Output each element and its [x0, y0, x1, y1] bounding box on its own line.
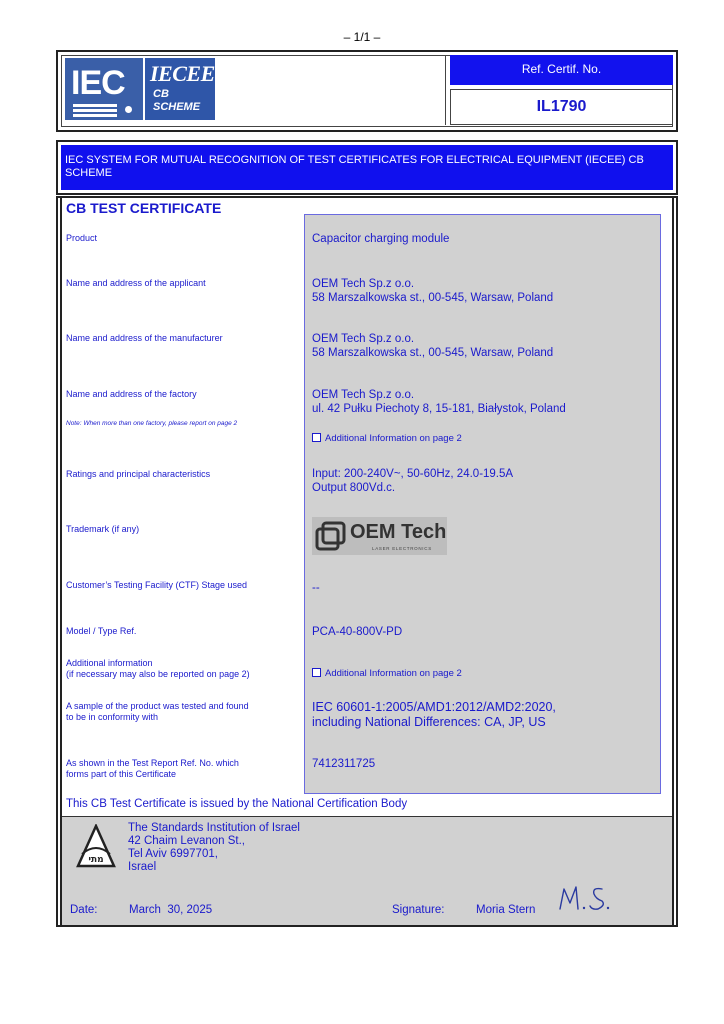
system-title: IEC SYSTEM FOR MUTUAL RECOGNITION OF TEST CERTIFICATES FOR ELECTRICAL EQUIPMENT (IECEE) CB SCHEME	[61, 145, 673, 190]
system-title-block	[56, 140, 678, 195]
model-value: PCA-40-800V-PD	[312, 626, 403, 638]
signature-label: Signature:	[392, 904, 445, 916]
body-right-rule	[672, 198, 674, 925]
checkbox-unchecked-icon	[312, 433, 321, 442]
additional-info-option	[312, 668, 652, 679]
iecee-logo	[145, 58, 215, 120]
report-label: As shown in the Test Report Ref. No. which	[66, 758, 239, 768]
conformity-sublabel: to be in conformity with	[66, 712, 159, 722]
iec-logo-bar	[73, 109, 117, 112]
iec-logo	[65, 58, 143, 120]
checkbox-unchecked-icon	[312, 668, 321, 677]
signature-name: Moria Stern	[476, 904, 536, 916]
iecee-logo-text: IECEE	[150, 61, 215, 86]
product-value: Capacitor charging module	[312, 233, 450, 245]
trademark-logo	[312, 517, 447, 555]
ref-label: Ref. Certif. No.	[450, 55, 673, 85]
reference-box	[450, 55, 673, 125]
factory-note: Note: When more than one factory, please report on page 2	[66, 420, 238, 427]
factory-name: OEM Tech Sp.z o.o.	[312, 389, 415, 401]
applicant-label: Name and address of the applicant	[66, 278, 206, 288]
date-label: Date:	[70, 904, 98, 916]
ncb-address	[128, 822, 300, 874]
manufacturer-name: OEM Tech Sp.z o.o.	[312, 333, 415, 345]
iec-logo-bar	[73, 104, 117, 107]
sii-logo-icon	[76, 824, 116, 868]
issued-by: This CB Test Certificate is issued by the National Certification Body	[66, 798, 408, 810]
factory-additional-info	[312, 433, 652, 444]
additional-info-label: Additional information	[66, 658, 153, 668]
conformity-standard: IEC 60601-1:2005/AMD1:2012/AMD2:2020,	[312, 700, 556, 714]
ctf-label: Customer’s Testing Facility (CTF) Stage used	[66, 580, 248, 590]
iec-logo-dot	[125, 106, 132, 113]
factory-label: Name and address of the factory	[66, 389, 197, 399]
sii-logo-text: מתי	[88, 855, 104, 865]
ctf-value: --	[312, 582, 320, 594]
conformity-differences: including National Differences: CA, JP, US	[312, 715, 546, 729]
manufacturer-label: Name and address of the manufacturer	[66, 333, 223, 343]
certificate-header	[56, 50, 678, 132]
ref-value: IL1790	[450, 89, 673, 125]
trademark-mark-icon	[315, 521, 347, 551]
logo-area	[61, 55, 446, 125]
date-value: March 30, 2025	[129, 904, 213, 916]
certificate-title: CB TEST CERTIFICATE	[66, 200, 222, 216]
model-label: Model / Type Ref.	[66, 626, 137, 636]
iec-logo-bar	[73, 114, 117, 117]
page-number: – 1/1 –	[343, 30, 381, 44]
factory-additional-info-label: Additional Information on page 2	[325, 433, 462, 444]
certificate-body	[56, 196, 678, 927]
ncb-city: Tel Aviv 6997701,	[128, 848, 218, 860]
report-sublabel: forms part of this Certificate	[66, 769, 177, 779]
ncb-panel	[62, 816, 672, 925]
ratings-output: Output 800Vd.c.	[312, 482, 396, 494]
ncb-street: 42 Chaim Levanon St.,	[128, 835, 245, 847]
ratings-input: Input: 200-240V~, 50-60Hz, 24.0-19.5A	[312, 468, 514, 480]
conformity-label: A sample of the product was tested and found	[66, 701, 249, 711]
handwritten-signature	[554, 879, 624, 915]
additional-info-option-label: Additional Information on page 2	[325, 668, 462, 679]
trademark-name: OEM Tech	[350, 521, 447, 543]
ncb-name: The Standards Institution of Israel	[128, 822, 300, 834]
ratings-label: Ratings and principal characteristics	[66, 469, 211, 479]
trademark-subtitle: LASER ELECTRONICS	[372, 546, 432, 551]
additional-info-sublabel: (if necessary may also be reported on page 2)	[66, 669, 250, 679]
trademark-label: Trademark (if any)	[66, 524, 140, 534]
applicant-address: 58 Marszalkowska st., 00-545, Warsaw, Poland	[312, 292, 554, 304]
ncb-country: Israel	[128, 861, 157, 873]
manufacturer-address: 58 Marszalkowska st., 00-545, Warsaw, Poland	[312, 347, 554, 359]
report-value: 7412311725	[312, 758, 376, 770]
iecee-logo-cb: CB	[153, 88, 169, 100]
iecee-logo-scheme: SCHEME	[153, 101, 201, 113]
applicant-name: OEM Tech Sp.z o.o.	[312, 278, 415, 290]
factory-address: ul. 42 Pułku Piechoty 8, 15-181, Białystok, Poland	[312, 403, 566, 415]
product-label: Product	[66, 233, 98, 243]
iec-logo-text: IEC	[71, 64, 125, 102]
